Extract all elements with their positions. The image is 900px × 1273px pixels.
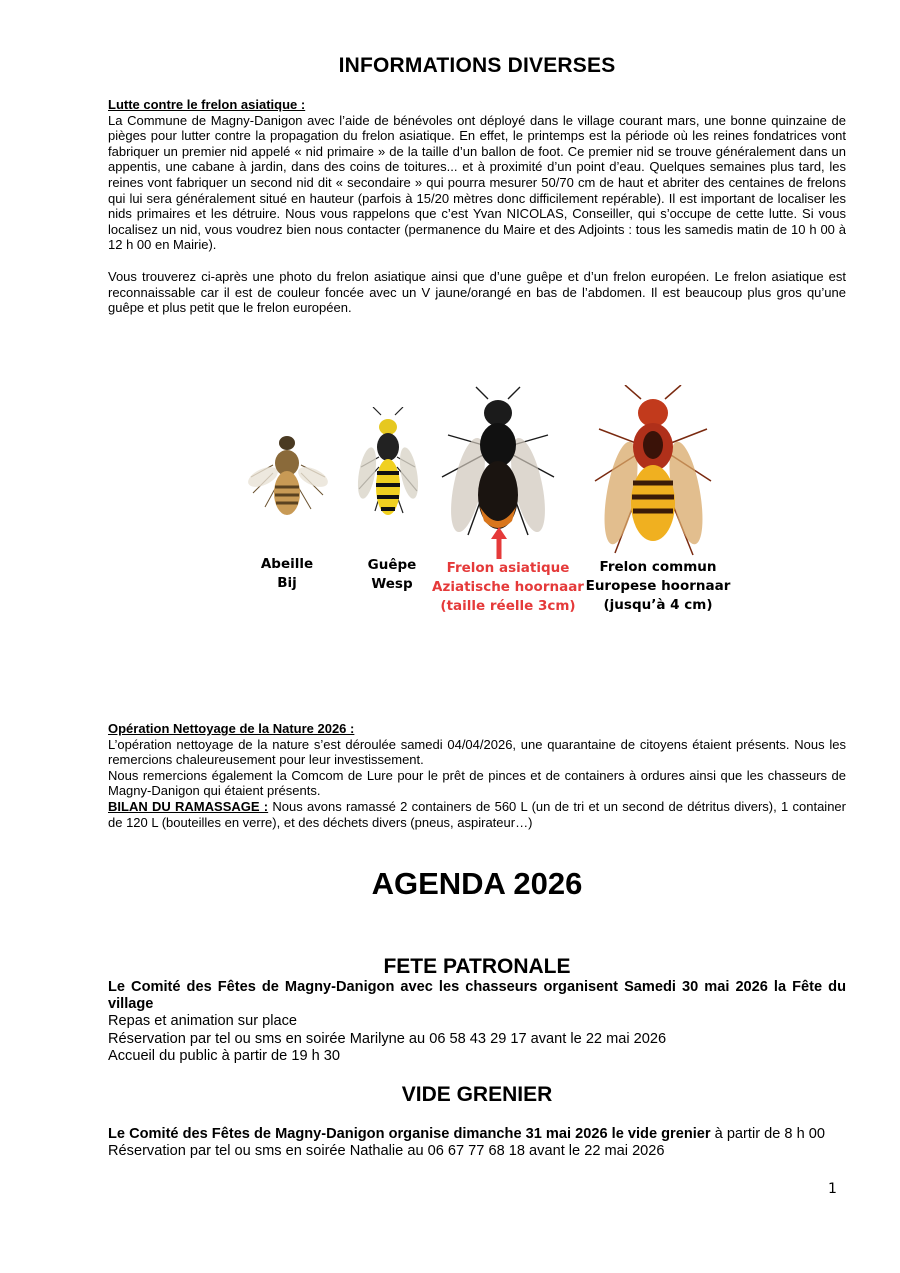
vide-bold-part: Le Comité des Fêtes de Magny-Danigon organise dimanche 31 mai 2026 le vide grenier xyxy=(108,1126,711,1142)
frelon-heading: Lutte contre le frelon asiatique : xyxy=(108,97,306,112)
bilan-paragraph xyxy=(108,799,846,830)
insect-comparison-figure xyxy=(243,385,731,625)
fete-patronale-title: FETE PATRONALE xyxy=(383,955,571,978)
label-frelon-commun: Frelon commun Europese hoornaar (jusqu’à 4 cm) xyxy=(585,559,731,613)
vide-normal-part: à partir de 8 h 00 xyxy=(710,1126,825,1142)
fete-line-4: Accueil du public à partir de 19 h 30 xyxy=(108,1047,341,1064)
bilan-text: Nous avons ramassé 2 containers de 560 L (un de tri et un second de détritus divers), 1 container de 120 L (bouteilles en verre), et des déchets divers (pneus, aspirateur…) xyxy=(108,798,846,830)
nettoyage-line-2: Nous remercions également la Comcom de Lure pour le prêt de pinces et de containers à ordures ainsi que les chasseurs de Magny-Danigon qui étaient présents. xyxy=(108,767,846,799)
fete-patronale-body xyxy=(108,979,846,1065)
nettoyage-line-1: L’opération nettoyage de la nature s’est déroulée samedi 04/04/2026, une quarantaine de citoyens étaient présents. Nous les remercions chaleureusement pour leur investissement. xyxy=(108,736,846,768)
vide-grenier-title: VIDE GRENIER xyxy=(401,1083,553,1106)
red-arrow-icon xyxy=(491,527,507,559)
vide-grenier-body xyxy=(108,1126,846,1160)
fete-bold-line: Le Comité des Fêtes de Magny-Danigon avec les chasseurs organisent Samedi 30 mai 2026 la Fête du village xyxy=(108,979,846,1013)
nettoyage-section xyxy=(108,721,846,830)
agenda-title: AGENDA 2026 xyxy=(371,866,583,901)
frelon-paragraph-1: La Commune de Magny-Danigon avec l’aide de bénévoles ont déployé dans le village courant mars, une bonne quinzaine de pièges pour lutter contre la propagation du frelon asiatique. En effet, le printemps est la période où les reines fondatrices vont fabriquer un premier nid appelé « nid primaire » de la taille d’un ballon de foot. Ce premier nid se trouve généralement dans un appentis, une cabane à jardin, dans des coins de toitures... et à proximité d’un point d’eau. Quelques semaines plus tard, les reines vont fabriquer un second nid dit « secondaire » qui pourra mesurer 50/70 cm de haut et abriter des centaines de frelons qui lui sera généralement situé en hauteur (parfois à 15/20 mètres donc difficilement repérable). Il est important de localiser les nids primaires et les détruire. Nous vous rappelons que c’est Yvan NICOLAS, Conseiller, qui s’occupe de cette lutte. Si vous localisez un nid, vous voudrez bien nous contacter (permanence du Maire et des Adjoints : tous les samedis matin de 10 h 00 à 12 h 00 en Mairie). xyxy=(108,112,846,253)
label-abeille: Abeille Bij xyxy=(260,556,314,591)
fete-line-2: Repas et animation sur place xyxy=(108,1013,298,1030)
nettoyage-heading: Opération Nettoyage de la Nature 2026 : xyxy=(108,721,355,736)
page-title: INFORMATIONS DIVERSES xyxy=(338,54,616,77)
wasp-image xyxy=(353,407,423,525)
label-guepe: Guêpe Wesp xyxy=(367,557,417,592)
frelon-section xyxy=(108,97,846,253)
european-hornet-image xyxy=(581,385,726,560)
bilan-label: BILAN DU RAMASSAGE : xyxy=(108,798,269,814)
frelon-paragraph-2: Vous trouverez ci-après une photo du frelon asiatique ainsi que d’une guêpe et d’un frelon européen. Le frelon asiatique est reconnaissable car il est de couleur foncée avec un V jaune/orangé en bas de l’abdomen. Il est beaucoup plus gros qu’une guêpe et plus petit que le frelon européen. xyxy=(108,269,846,316)
asian-hornet-image xyxy=(428,385,568,545)
label-frelon-asiatique: Frelon asiatique Aziatische hoornaar (taille réelle 3cm) xyxy=(432,560,584,614)
vide-line-2: Réservation par tel ou sms en soirée Nathalie au 06 67 77 68 18 avant le 22 mai 2026 xyxy=(108,1143,665,1160)
bee-image xyxy=(243,415,333,525)
fete-line-3: Réservation par tel ou sms en soirée Marilyne au 06 58 43 29 17 avant le 22 mai 2026 xyxy=(108,1030,667,1047)
page-number: 1 xyxy=(828,1181,837,1197)
